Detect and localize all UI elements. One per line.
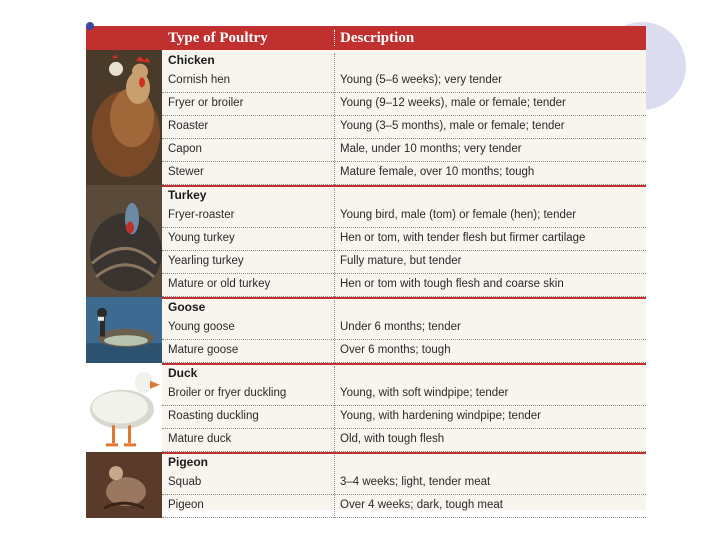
table-row	[162, 340, 646, 363]
table-row	[162, 406, 646, 429]
poultry-description: Young, with soft windpipe; tender	[340, 387, 509, 399]
table-row	[162, 472, 646, 495]
table-row	[162, 116, 646, 139]
table-row	[162, 383, 646, 406]
poultry-type: Fryer or broiler	[168, 97, 244, 109]
group-title: Turkey	[168, 188, 207, 202]
poultry-description: Young (5–6 weeks); very tender	[340, 74, 502, 86]
header-description: Description	[340, 30, 415, 46]
header-type-of-poultry: Type of Poultry	[168, 30, 268, 46]
poultry-description: Young (3–5 months), male or female; tender	[340, 120, 565, 132]
poultry-description: Young (9–12 weeks), male or female; tender	[340, 97, 566, 109]
poultry-type: Squab	[168, 476, 202, 488]
poultry-type: Broiler or fryer duckling	[168, 387, 287, 399]
group-divider	[86, 452, 646, 454]
table-row	[162, 205, 646, 228]
poultry-type: Yearling turkey	[168, 255, 244, 267]
poultry-description: Old, with tough flesh	[340, 433, 445, 445]
poultry-type: Roasting duckling	[168, 410, 259, 422]
group-chicken	[86, 50, 646, 185]
table-row	[162, 70, 646, 93]
poultry-description: Young bird, male (tom) or female (hen); tender	[340, 209, 577, 221]
group-divider	[86, 185, 646, 187]
group-title: Pigeon	[168, 455, 209, 469]
poultry-description: Under 6 months; tender	[340, 321, 461, 333]
poultry-type: Roaster	[168, 120, 209, 132]
turkey-photo-icon	[86, 185, 162, 297]
group-title: Duck	[168, 366, 198, 380]
table-header	[86, 26, 646, 50]
poultry-table	[86, 26, 646, 510]
group-goose	[86, 297, 646, 363]
group-divider	[86, 297, 646, 299]
table-row	[162, 251, 646, 274]
table-row	[162, 162, 646, 185]
poultry-type: Young turkey	[168, 232, 235, 244]
poultry-type: Mature duck	[168, 433, 232, 445]
chicken-photo-icon	[86, 50, 162, 185]
group-title: Goose	[168, 300, 206, 314]
group-divider	[86, 363, 646, 365]
poultry-description: Fully mature, but tender	[340, 255, 462, 267]
table-row	[162, 139, 646, 162]
poultry-type: Cornish hen	[168, 74, 231, 86]
poultry-description: Hen or tom, with tender flesh but firmer cartilage	[340, 232, 586, 244]
group-turkey	[86, 185, 646, 297]
table-row	[162, 429, 646, 452]
poultry-description: 3–4 weeks; light, tender meat	[340, 476, 491, 488]
poultry-type: Young goose	[168, 321, 235, 333]
table-row	[162, 93, 646, 116]
table-row	[162, 228, 646, 251]
table-row	[162, 495, 646, 518]
header-divider	[334, 30, 335, 46]
poultry-type: Mature goose	[168, 344, 239, 356]
poultry-description: Over 4 weeks; dark, tough meat	[340, 499, 503, 511]
poultry-description: Male, under 10 months; very tender	[340, 143, 522, 155]
poultry-type: Fryer-roaster	[168, 209, 235, 221]
pigeon-photo-icon	[86, 452, 162, 518]
group-title: Chicken	[168, 53, 215, 67]
poultry-description: Young, with hardening windpipe; tender	[340, 410, 541, 422]
table-row	[162, 317, 646, 340]
poultry-description: Over 6 months; tough	[340, 344, 451, 356]
table-row	[162, 274, 646, 297]
poultry-description: Hen or tom with tough flesh and coarse skin	[340, 278, 564, 290]
poultry-type: Mature or old turkey	[168, 278, 271, 290]
decorative-dot	[86, 22, 94, 30]
group-duck	[86, 363, 646, 452]
poultry-type: Stewer	[168, 166, 204, 178]
goose-photo-icon	[86, 297, 162, 363]
poultry-description: Mature female, over 10 months; tough	[340, 166, 535, 178]
duck-photo-icon	[86, 363, 162, 452]
group-pigeon	[86, 452, 646, 518]
row-underline	[162, 517, 646, 518]
poultry-type: Capon	[168, 143, 202, 155]
poultry-type: Pigeon	[168, 499, 204, 511]
